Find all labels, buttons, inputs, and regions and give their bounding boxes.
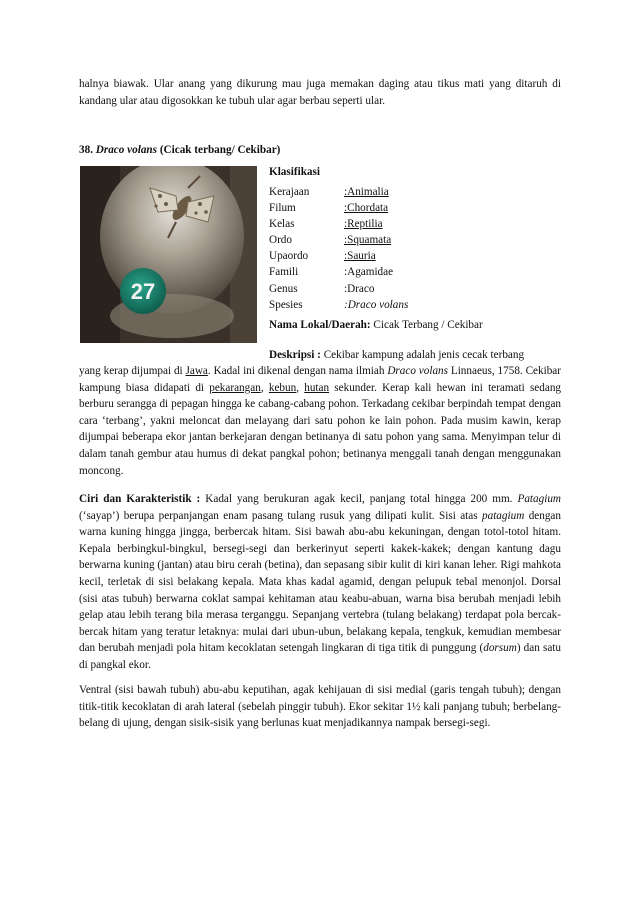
entry-common-names: (Cicak terbang/ Cekibar) — [159, 144, 281, 156]
link-hutan[interactable]: hutan — [304, 381, 330, 394]
classification-key: Ordo — [269, 234, 292, 247]
classification-row — [269, 184, 569, 200]
classification-row — [269, 216, 569, 232]
characteristics-text: Kadal yang berukuran agak kecil, panjang total hingga 200 mm. — [200, 493, 518, 505]
classification-value: :Draco — [344, 282, 375, 295]
description-text: Linnaeus, 1758. Cekibar kampung biasa didapati di — [79, 365, 561, 394]
entry-scientific-name: Draco volans — [95, 144, 158, 156]
classification-row — [269, 248, 569, 264]
characteristics-term: patagium — [482, 509, 525, 522]
characteristics-label: Ciri dan Karakteristik : — [79, 493, 201, 505]
characteristics-paragraph — [79, 491, 561, 674]
classification-row — [269, 200, 569, 216]
specimen-photo — [80, 166, 257, 343]
description-first-line — [269, 347, 561, 364]
characteristics-term: Patagium — [517, 493, 561, 505]
classification-value-link[interactable]: :Sauria — [344, 250, 376, 263]
description-label: Deskripsi : — [269, 349, 321, 361]
description-text: Cekibar kampung adalah jenis cecak terbang — [320, 349, 525, 361]
description-text: yang kerap dijumpai di — [79, 365, 186, 377]
classification-row — [269, 264, 569, 280]
description-text: , — [260, 381, 269, 394]
local-name-value: Cicak Terbang / Cekibar — [370, 319, 483, 331]
description-scientific-name: Draco volans — [387, 365, 448, 377]
classification-value: :Agamidae — [344, 266, 394, 279]
ventral-paragraph: Ventral (sisi bawah tubuh) abu-abu keputihan, agak kehijauan di sisi medial (garis tengah tubuh); dengan titik-titik kecoklatan di arah lateral (sebelah pinggir tubuh). Ekor sekitar 1½ kali panjang tubuh; berbelang-belang di ujung, dengan sisik-sisik yang berlunas kuat menjadikannya nampak bersegi-segi. — [79, 684, 561, 730]
classification-table — [269, 164, 569, 313]
local-name-line — [269, 317, 483, 334]
classification-key: Famili — [269, 266, 299, 279]
link-jawa[interactable]: Jawa — [185, 365, 208, 377]
classification-title: Klasifikasi — [269, 166, 320, 178]
entry-number: 38. — [79, 144, 93, 156]
classification-key: Spesies — [269, 298, 303, 311]
classification-row — [269, 297, 569, 313]
description-text: , — [296, 381, 305, 394]
description-text: . Kadal ini dikenal dengan nama ilmiah — [207, 365, 388, 377]
classification-key: Filum — [269, 202, 296, 215]
description-paragraph — [79, 363, 561, 479]
classification-value: :Draco volans — [344, 298, 409, 311]
intro-paragraph: halnya biawak. Ular anang yang dikurung mau juga memakan daging atau tikus mati yang ditaruh di kandang ular atau digosokkan ke tubuh ular agar berbau seperti ular. — [79, 78, 561, 107]
classification-row — [269, 232, 569, 248]
classification-key: Kelas — [269, 218, 295, 231]
classification-value-link[interactable]: :Squamata — [344, 234, 392, 247]
entry-heading — [79, 142, 280, 159]
description-text: sekunder. Kerap kali hewan ini teramati sedang berburu serangga di pepagan hingga ke cabang-cabang pohon. Terkadang cekibar berpindah tempat dengan cara ‘terbang’, yakni meloncat dan melayang dari satu pohon ke lain pohon. Pada musim kawin, kerap dijumpai beberapa ekor jantan berkejaran dengan betinanya di satu pohon yang sama. Menyimpan telur di dalam tanah gembur atau humus di dekat pangkal pohon; betinanya menggali tanah dengan menggunakan moncong. — [79, 381, 562, 477]
local-name-label: Nama Lokal/Daerah: — [269, 319, 371, 331]
specimen-number-label: 27 — [130, 279, 156, 304]
classification-key: Upaordo — [269, 250, 309, 263]
characteristics-text: ) dan satu di pangkal ekor. — [79, 642, 561, 671]
link-kebun[interactable]: kebun — [268, 381, 297, 394]
link-pekarangan[interactable]: pekarangan — [209, 381, 261, 394]
characteristics-term: dorsum — [483, 642, 517, 655]
characteristics-text: (‘sayap’) berupa perpanjangan enam pasang tulang rusuk yang dilipati kulit. Sisi atas — [79, 509, 483, 522]
specimen-photo-drawing — [80, 166, 257, 343]
classification-key: Kerajaan — [269, 186, 310, 198]
classification-value-link[interactable]: :Animalia — [344, 186, 389, 198]
classification-value-link[interactable]: :Chordata — [344, 202, 389, 215]
classification-key: Genus — [269, 282, 298, 295]
classification-row — [269, 281, 569, 297]
characteristics-text: dengan warna kuning hingga jingga, berbercak hitam. Sisi bawah abu-abu kekuningan, dengan totol-totol hitam. Kepala berbingkul-bingkul, bersegi-segi dan berkerinyut seperti kakek-kakek; dengan kantung dagu berwarna kuning (jantan) atau biru cerah (betina), dan sepasang sibir kulit di kiri kanan leher. Rigi mahkota kecil, terletak di sisi belakang kepala. Mata khas kadal agamid, dengan pelupuk tebal menonjol. Dorsal (sisi atas tubuh) berwarna coklat sampai kehitaman atau keabu-abuan, warna bisa berubah menjadi lebih gelap atau lebih terang bila merasa terganggu. Sepanjang vertebra (tulang belakang) terdapat pola bercak-bercak hitam yang teratur letaknya: mulai dari ubun-ubun, belakang kepala, tengkuk, kemudian membesar dan berubah menjadi pola hitam kecoklatan setengah lingkaran di tiga titik di punggung ( — [79, 509, 561, 655]
classification-value-link[interactable]: :Reptilia — [344, 218, 383, 231]
